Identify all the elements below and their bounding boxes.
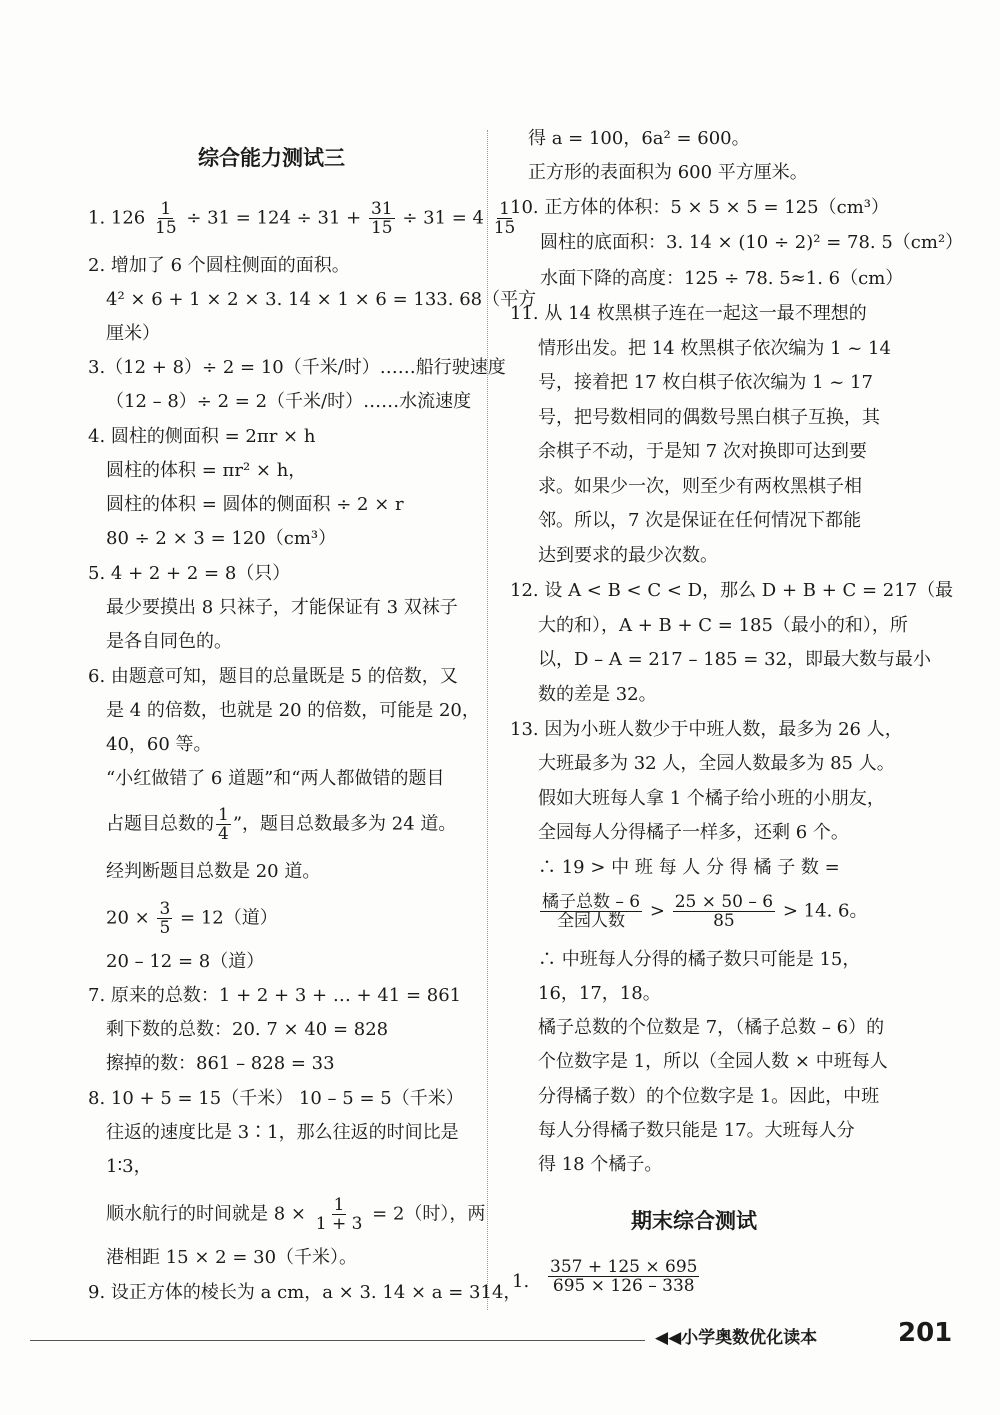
answer-6-line: 6. 由题意可知，题目的总量既是 5 的倍数，又 bbox=[88, 666, 458, 687]
answer-12-line: 以，D – A = 217 – 185 = 32，即最大数与最小 bbox=[538, 649, 931, 670]
answer-10-line: 10. 正方体的体积：5 × 5 × 5 = 125（cm³） bbox=[510, 197, 890, 218]
answer-12-line: 12. 设 A < B < C < D，那么 D + B + C = 217（最 bbox=[510, 580, 954, 601]
answer-4-line: 圆柱的体积 = 圆体的侧面积 ÷ 2 × r bbox=[106, 494, 404, 515]
answer-6-fraction-line: 占题目总数的 $\frac{1}{4}$ ”，题目总数最多为 24 道。 bbox=[106, 805, 457, 844]
answer-10-line: 水面下降的高度：125 ÷ 78. 5≈1. 6（cm） bbox=[540, 268, 904, 289]
answer-7-line: 擦掉的数：861 – 828 = 33 bbox=[106, 1053, 335, 1074]
answer-10-line: 圆柱的底面积：3. 14 × (10 ÷ 2)² = 78. 5（cm²） bbox=[540, 232, 964, 253]
answer-11-line: 达到要求的最少次数。 bbox=[538, 545, 718, 566]
fraction: $\frac{1}{15}$ bbox=[155, 199, 177, 238]
answer-9-cont: 正方形的表面积为 600 平方厘米。 bbox=[528, 162, 808, 183]
answer-9-line: 9. 设正方体的棱长为 a cm，a × 3. 14 × a = 314， bbox=[88, 1282, 522, 1303]
answer-13-line: ∴ 19 > 中 班 每 人 分 得 橘 子 数 = bbox=[538, 857, 840, 878]
answer-8-fraction-line: 顺水航行的时间就是 8 × $\frac{1}{1 + 3}$ = 2（时），两 bbox=[106, 1195, 486, 1234]
final-answer-1-label: 1. bbox=[512, 1271, 530, 1292]
answer-4-line: 圆柱的体积 = πr² × h， bbox=[106, 460, 307, 481]
answer-13-line: 全园每人分得橘子一样多，还剩 6 个。 bbox=[538, 822, 849, 843]
answer-6-line: 是 4 的倍数，也就是 20 的倍数，可能是 20， bbox=[106, 700, 480, 721]
answer-11-line: 号，把号数相同的偶数号黑白棋子互换，其 bbox=[538, 407, 880, 428]
final-answer-1 bbox=[546, 1258, 701, 1295]
answer-6-line: “小红做错了 6 道题”和“两人都做错的题目 bbox=[106, 768, 445, 789]
answer-13-line: 16，17，18。 bbox=[538, 983, 661, 1004]
answer-7-line: 7. 原来的总数：1 + 2 + 3 + … + 41 = 861 bbox=[88, 985, 462, 1006]
answer-8-line: 1∶3， bbox=[106, 1156, 152, 1177]
answer-6-equation: 20 × $\frac{3}{5}$ = 12（道） bbox=[106, 899, 278, 938]
answer-2-line: 2. 增加了 6 个圆柱侧面的面积。 bbox=[88, 255, 350, 276]
answer-11-line: 求。如果少一次，则至少有两枚黑棋子相 bbox=[538, 476, 862, 497]
answer-2-line: 厘米） bbox=[106, 323, 160, 344]
answer-4-line: 4. 圆柱的侧面积 = 2πr × h bbox=[88, 426, 316, 447]
section-title: 综合能力测试三 bbox=[198, 146, 345, 170]
fraction: $\frac{357 + 125 \times 695}{695 \times 126 - 338}$ bbox=[550, 1257, 698, 1296]
answer-13-line: 得 18 个橘子。 bbox=[538, 1154, 663, 1175]
answer-9-cont: 得 a = 100，6a² = 600。 bbox=[528, 128, 750, 149]
answer-8-line: 往返的速度比是 3∶1，那么往返的时间比是 bbox=[106, 1122, 459, 1143]
book-title: 小学奥数优化读本 bbox=[681, 1328, 818, 1348]
fraction: $\frac{1}{4}$ bbox=[218, 805, 229, 844]
answer-13-line: 大班最多为 32 人，全园人数最多为 85 人。 bbox=[538, 753, 895, 774]
answer-7-line: 剩下数的总数：20. 7 × 40 = 828 bbox=[106, 1019, 389, 1040]
answer-13-line: 每人分得橘子数只能是 17。大班每人分 bbox=[538, 1120, 855, 1141]
answer-5-line: 最少要摸出 8 只袜子，才能保证有 3 双袜子 bbox=[106, 597, 458, 618]
answer-13-inequality: $\frac{\text{橘子总数 – 6}}{\text{全园人数}}$ > $\frac{25 \times 50 - 6}{85}$ > 14. 6。 bbox=[542, 892, 868, 931]
answer-12-line: 大的和），A + B + C = 185（最小的和），所 bbox=[538, 615, 908, 636]
fraction: $\frac{25 \times 50 - 6}{85}$ bbox=[674, 892, 774, 931]
answer-3-line: 3.（12 + 8）÷ 2 = 10（千米/时）……船行驶速度 bbox=[88, 357, 506, 378]
answer-11-line: 情形出发。把 14 枚黑棋子依次编为 1 ~ 14 bbox=[538, 338, 891, 359]
answer-6-line: 经判断题目总数是 20 道。 bbox=[106, 861, 321, 882]
answer-8-line: 港相距 15 × 2 = 30（千米）。 bbox=[106, 1247, 358, 1268]
section-title-final: 期末综合测试 bbox=[631, 1209, 757, 1233]
answer-13-line: 13. 因为小班人数少于中班人数，最多为 26 人， bbox=[510, 719, 903, 740]
answer-13-line: 分得橘子数）的个位数字是 1。因此，中班 bbox=[538, 1086, 880, 1107]
answer-6-line: 20 – 12 = 8（道） bbox=[106, 951, 265, 972]
answer-13-line: 橘子总数的个位数是 7，（橘子总数 – 6）的 bbox=[538, 1017, 885, 1038]
answer-11-line: 邻。所以，7 次是保证在任何情况下都能 bbox=[538, 510, 862, 531]
answer-1: 1. 126 $\frac{1}{15}$ ÷ 31 = 124 ÷ 31 + $\frac{31}{15}$ ÷ 31 = 4 $\frac{1}{15}$ bbox=[88, 199, 516, 238]
answer-6-line: 40，60 等。 bbox=[106, 734, 212, 755]
fraction: $\frac{31}{15}$ bbox=[370, 199, 393, 238]
answer-4-line: 80 ÷ 2 × 3 = 120（cm³） bbox=[106, 528, 337, 549]
fraction: $\frac{1}{15}$ bbox=[493, 199, 516, 238]
answer-8-line: 8. 10 + 5 = 15（千米） 10 – 5 = 5（千米） bbox=[88, 1088, 464, 1109]
page-number: 201 bbox=[898, 1318, 953, 1348]
answer-5-line: 是各自同色的。 bbox=[106, 631, 232, 652]
answer-11-line: 号，接着把 17 枚白棋子依次编为 1 ~ 17 bbox=[538, 372, 873, 393]
footer-rule bbox=[30, 1340, 645, 1341]
answer-13-line: 假如大班每人拿 1 个橘子给小班的小朋友， bbox=[538, 788, 885, 809]
answer-13-line: 个位数字是 1，所以（全园人数 × 中班每人 bbox=[538, 1051, 888, 1072]
answer-11-line: 11. 从 14 枚黑棋子连在一起这一最不理想的 bbox=[510, 303, 867, 324]
answer-3-line: （12 – 8）÷ 2 = 2（千米/时）……水流速度 bbox=[106, 391, 472, 412]
answer-13-line: ∴ 中班每人分得的橘子数只可能是 15， bbox=[538, 949, 861, 970]
fraction: $\frac{1}{1 + 3}$ bbox=[315, 1195, 363, 1234]
fraction: $\frac{3}{5}$ bbox=[159, 899, 171, 938]
running-footer bbox=[655, 1323, 817, 1348]
answer-2-line: 4² × 6 + 1 × 2 × 3. 14 × 1 × 6 = 133. 68（平方 bbox=[106, 289, 537, 310]
answer-12-line: 数的差是 32。 bbox=[538, 684, 657, 705]
answer-5-line: 5. 4 + 2 + 2 = 8（只） bbox=[88, 563, 291, 584]
arrow-left-icon: ◀◀ bbox=[655, 1328, 682, 1348]
answer-11-line: 余棋子不动，于是知 7 次对换即可达到要 bbox=[538, 441, 867, 462]
fraction: $\frac{\text{橘子总数 – 6}}{\text{全园人数}}$ bbox=[542, 892, 641, 931]
